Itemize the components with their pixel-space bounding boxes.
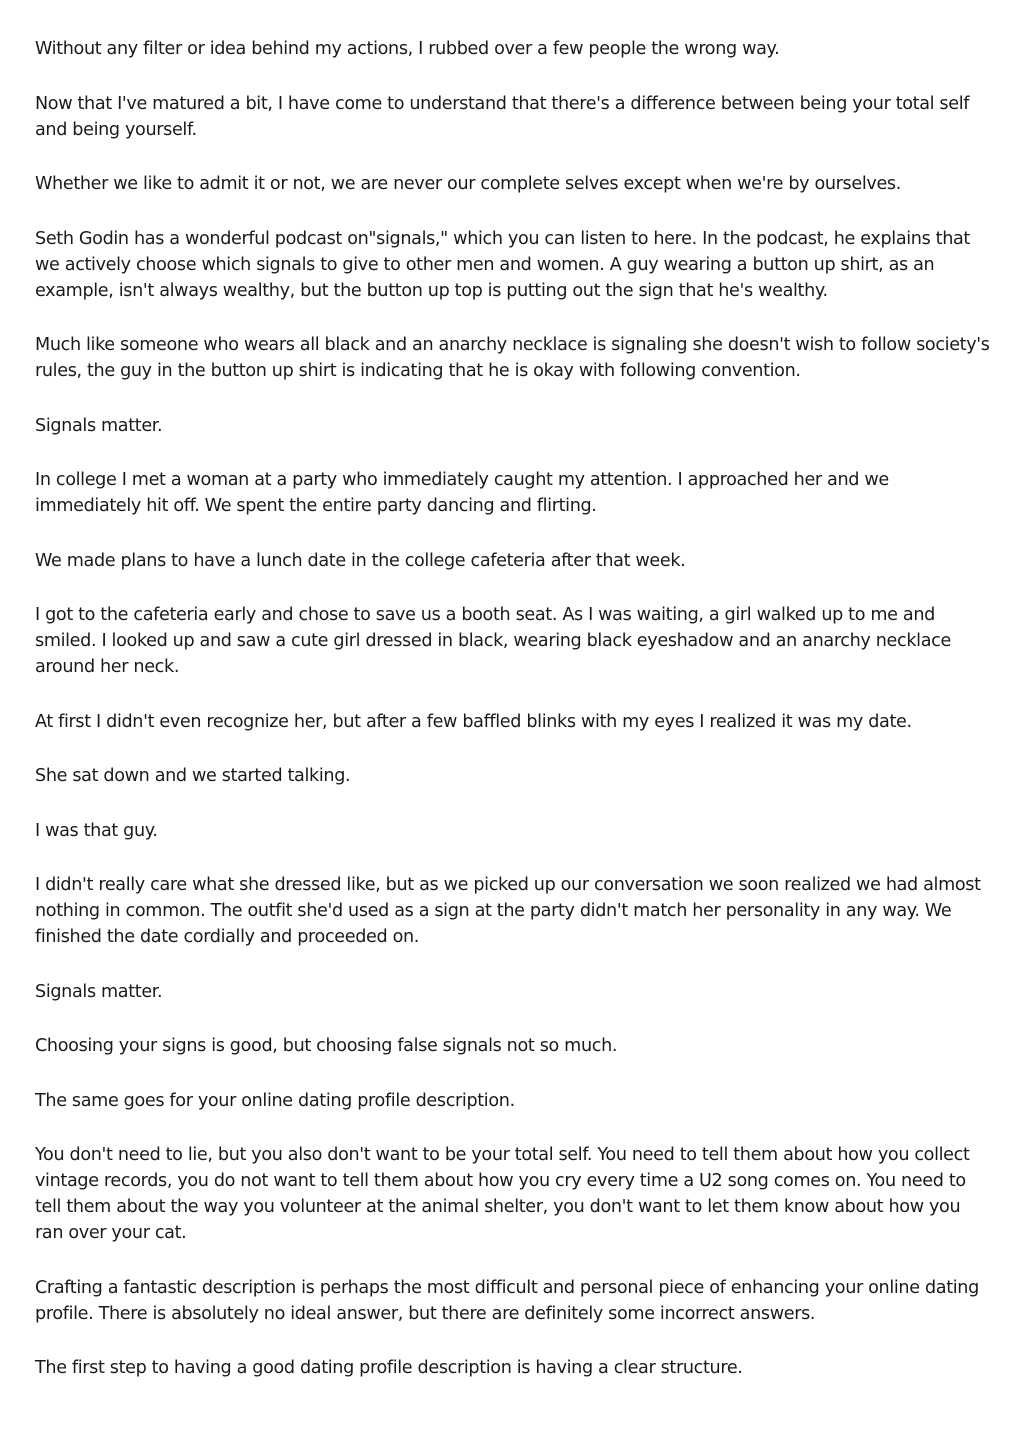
paragraph-16: The same goes for your online dating profile description. (35, 1090, 515, 1111)
paragraph-5: Much like someone who wears all black and an anarchy necklace is signaling she doesn't wish to follow society's rules, the guy in the button up shirt is indicating that he is okay with following convention. (35, 335, 990, 381)
paragraph-14: Signals matter. (35, 981, 163, 1002)
paragraph-10: At first I didn't even recognize her, but after a few baffled blinks with my eyes I realized it was my date. (35, 711, 912, 732)
paragraph-15: Choosing your signs is good, but choosing false signals not so much. (35, 1036, 618, 1056)
paragraph-17: You don't need to lie, but you also don't want to be your total self. You need to tell them about how you collect vintage records, you do not want to tell them about how you cry every time a U2 song comes on. You need to tell them about the way you volunteer at the animal shelter, you don't want to let them know about how you ran over your cat. (35, 1145, 970, 1243)
paragraph-2: Now that I've matured a bit, I have come to understand that there's a difference between being your total self and being yourself. (35, 93, 970, 140)
paragraph-6: Signals matter. (35, 415, 163, 436)
paragraph-7: In college I met a woman at a party who immediately caught my attention. I approached her and we immediately hit off. We spent the entire party dancing and flirting. (35, 470, 889, 516)
paragraph-4: Seth Godin has a wonderful podcast on"signals," which you can listen to here. In the podcast, he explains that we actively choose which signals to give to other men and women. A guy wearing a button up shirt, as an example, isn't always wealthy, but the button up top is putting out the sign that he's wealthy. (35, 228, 970, 301)
paragraph-11: She sat down and we started talking. (35, 766, 351, 786)
paragraph-13: I didn't really care what she dressed like, but as we picked up our conversation we soon realized we had almost nothing in common. The outfit she'd used as a sign at the party didn't match her personality in any way. We finished the date cordially and proceeded on. (35, 875, 981, 947)
paragraph-12: I was that guy. (35, 820, 158, 841)
document-body (35, 36, 991, 1410)
paragraph-8: We made plans to have a lunch date in the college cafeteria after that week. (35, 550, 686, 571)
paragraph-9: I got to the cafeteria early and chose to save us a booth seat. As I was waiting, a girl walked up to me and smiled. I looked up and saw a cute girl dressed in black, wearing black eyeshadow and an anarchy necklace around her neck. (35, 605, 951, 677)
paragraph-19: The first step to having a good dating profile description is having a clear structure. (35, 1358, 743, 1378)
paragraph-18: Crafting a fantastic description is perhaps the most difficult and personal piece of enhancing your online dating profile. There is absolutely no ideal answer, but there are definitely some incorrect answers. (35, 1277, 979, 1324)
paragraph-3: Whether we like to admit it or not, we are never our complete selves except when we're by ourselves. (35, 174, 901, 194)
paragraph-1: Without any filter or idea behind my actions, I rubbed over a few people the wrong way. (35, 39, 780, 59)
